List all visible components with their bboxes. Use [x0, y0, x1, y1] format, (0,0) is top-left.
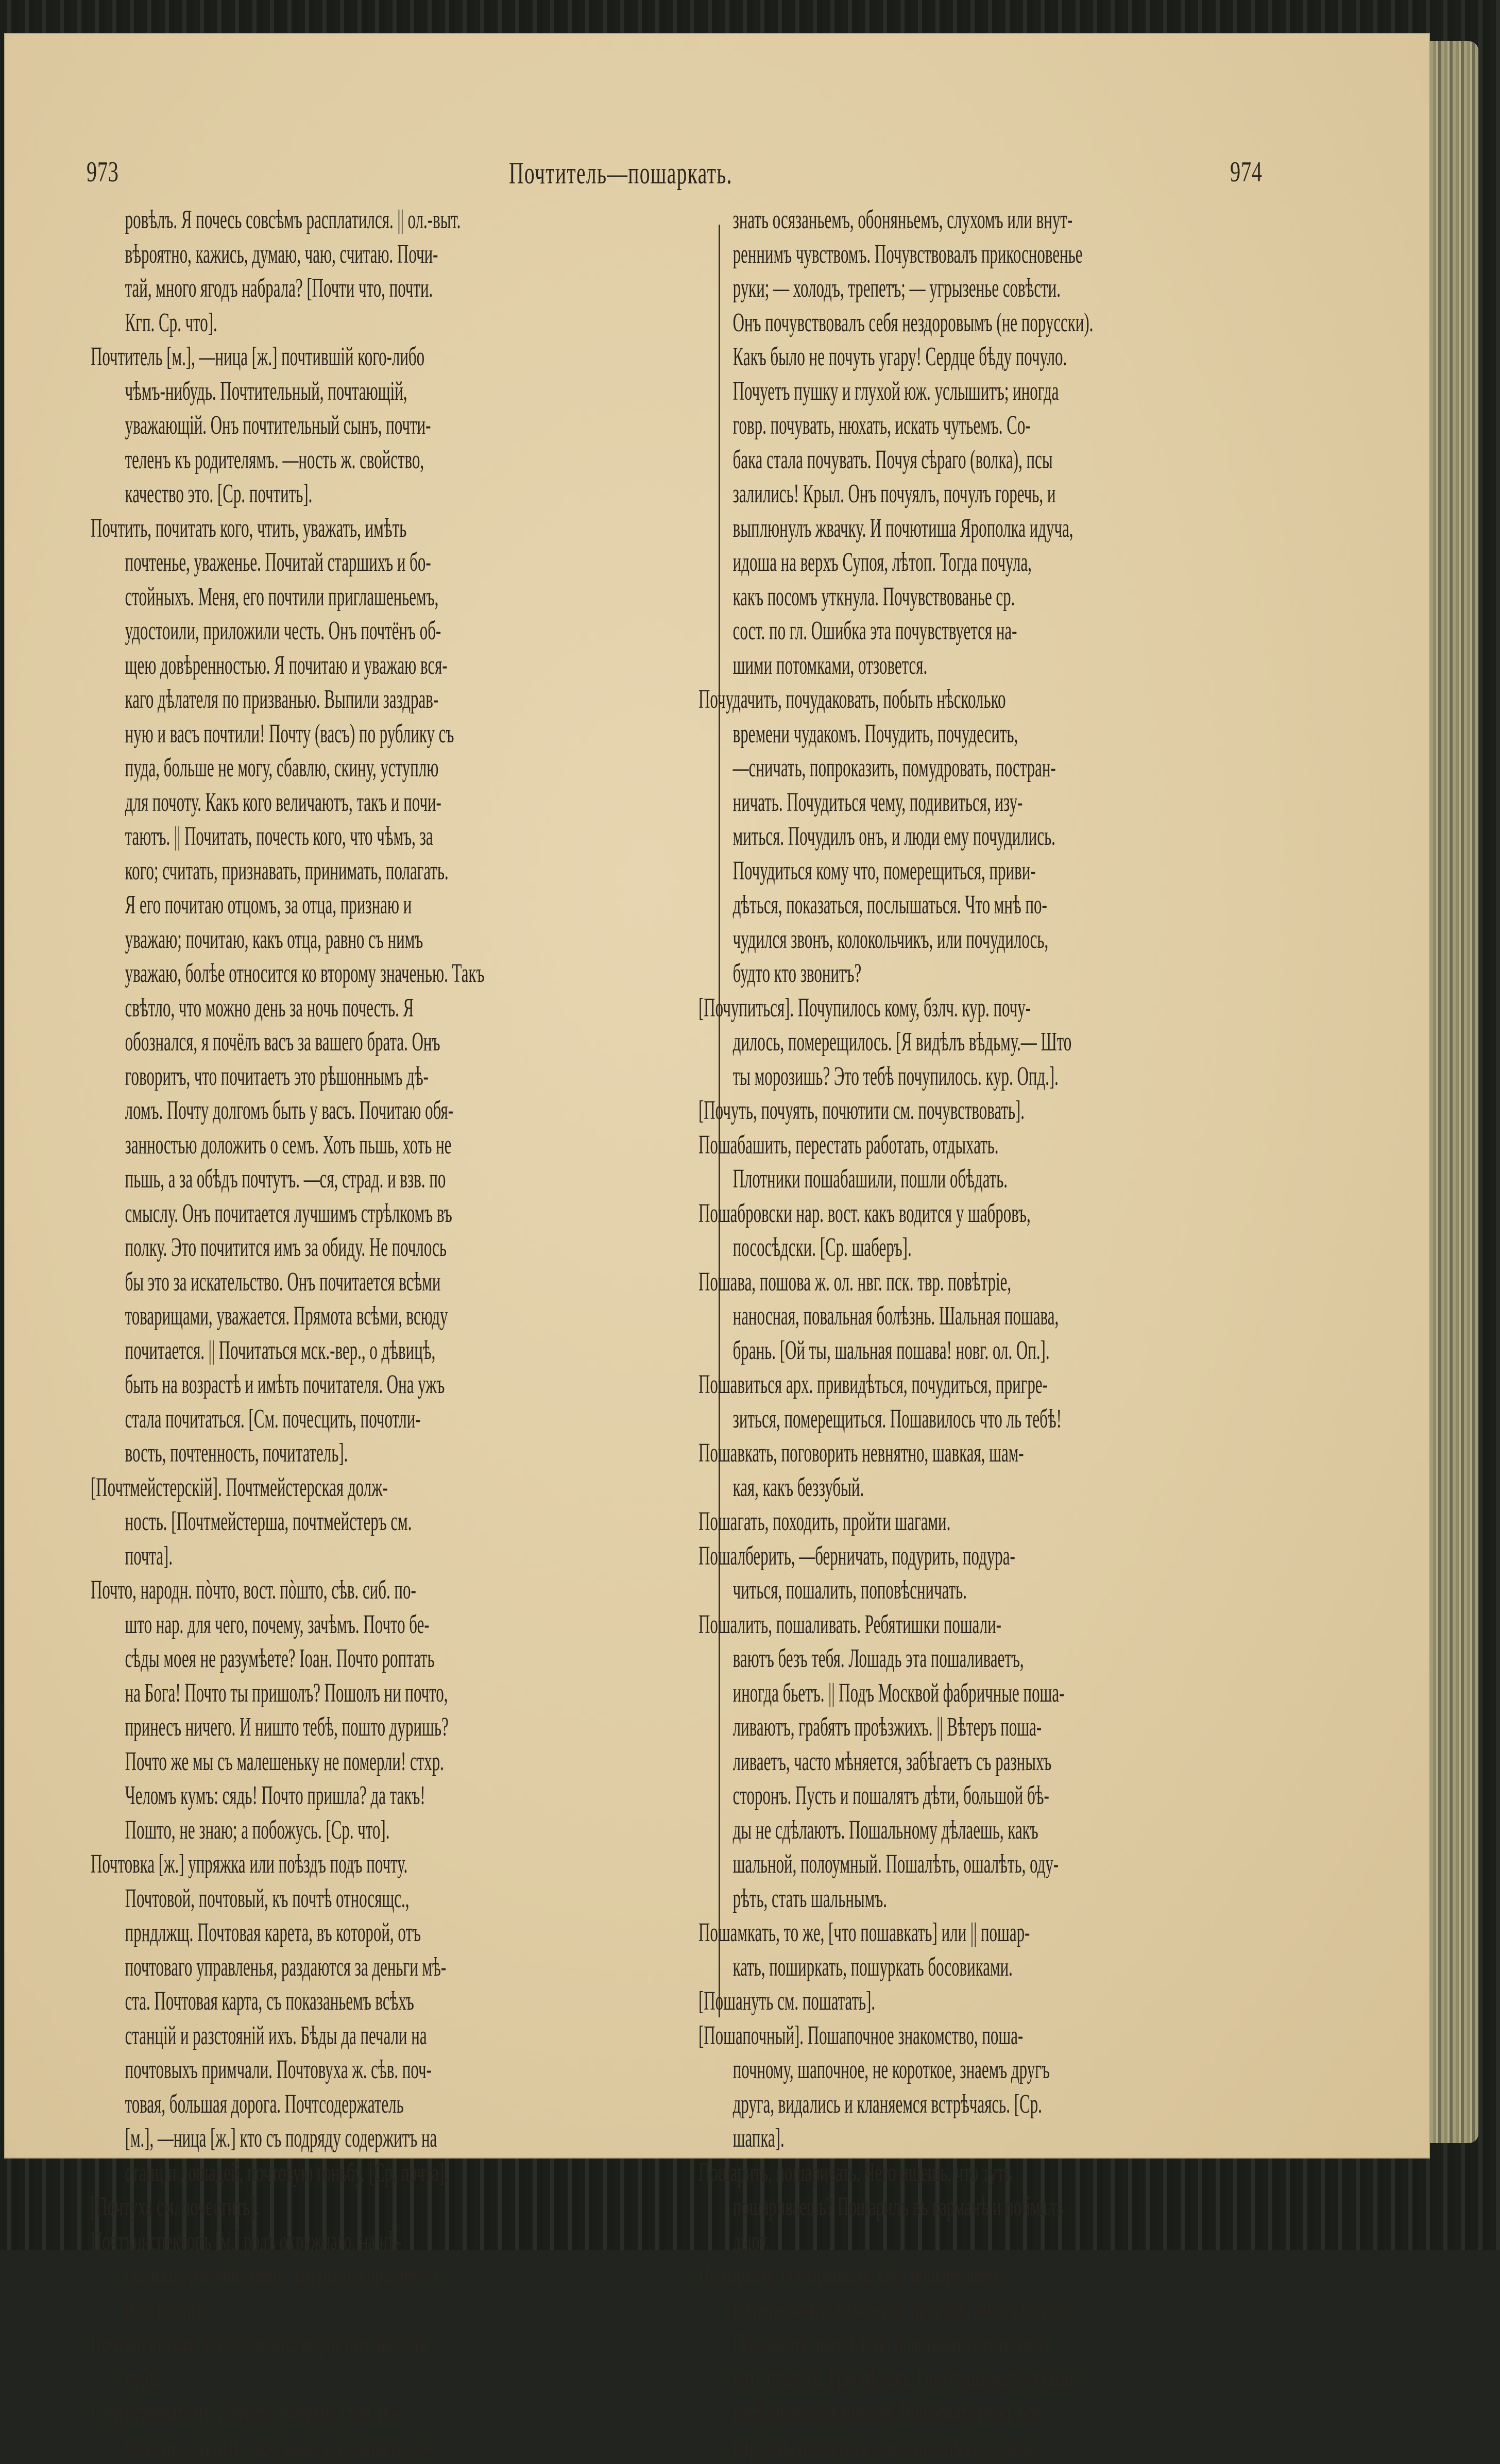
entry-headword-line: Почтить, почитать кого, чтить, уважать, имѣть — [91, 512, 465, 546]
entry-text-line: сторонъ. Пусть и пошалятъ дѣти, большой бѣ- — [698, 1779, 1079, 1813]
entry-text-line: сост. по гл. Ошибка эта почувствуется на- — [698, 614, 1079, 649]
entry-text-line: Какъ было не почуть угару! Сердце бѣду почуло. — [698, 340, 1079, 375]
entry-text-line: зиться, померещиться. Пошавилось что ль тебѣ! — [698, 1402, 1079, 1437]
entry-text-line: таютъ. || Почитать, почесть кого, что чѣмъ, за — [91, 820, 465, 854]
entry-text-line: што нар. для чего, почему, зачѣмъ. Почто бе- — [91, 1608, 465, 1642]
entry-text-line: уважаю, болѣе относится ко второму значенью. Такъ — [91, 957, 465, 991]
entry-text-line: по переднимъ, кланяется, проситъ, ищетъ чего-то. — [698, 2293, 1079, 2327]
entry-headword-line: Пошалберить, —берничать, подурить, подура- — [698, 1539, 1079, 1574]
entry-text-line: полку. Это почитится имъ за обиду. Не почлось — [91, 1231, 465, 1265]
entry-text-line: натѣ, прошолся шаркая. Пошаркать ножъ объ — [698, 2395, 1079, 2430]
entry-text-line: прндлжщ. Почтовая карета, въ которой, отъ — [91, 1916, 465, 1950]
entry-text-line: принесъ ничего. И ништо тебѣ, пошто дуришь? — [91, 1710, 465, 1745]
entry-headword-line: Почтитель [м.], —ница [ж.] почтившій кого-либо — [91, 340, 465, 375]
entry-headword-line: Пошарить, пошаривать. Чего ищешь, что тутъ — [698, 2156, 1079, 2190]
entry-text-line: быть на возрастѣ и имѣть почитателя. Она ужъ — [91, 1368, 465, 1402]
entry-text-line: почтенье, уваженье. Почитай старшихъ и бо- — [91, 546, 465, 580]
entry-text-line: кать, поширкать, пошуркать босовиками. — [698, 1950, 1079, 1985]
right-column — [698, 203, 1337, 2464]
entry-text-line: стойныхъ. Меня, его почтили приглашеньемъ, — [91, 580, 465, 615]
entry-headword-line: [Пошануть см. пошатать]. — [698, 1984, 1079, 2019]
entry-text-line: Плотники пошабашили, пошли обѣдать. — [698, 1162, 1079, 1197]
entry-text-line: Пошаркать, пообѣдать, подставить стулъ, под- — [698, 2327, 1079, 2361]
entry-text-line: свѣтло, что можно день за ночь почесть. Я — [91, 991, 465, 1026]
entry-text-line: тай, много ягодъ набрала? [Почти что, почти. — [91, 271, 465, 306]
entry-text-line: бы это за искательство. Онъ почитается всѣми — [91, 1265, 465, 1300]
entry-text-line: Челомъ кумъ: сядь! Почто пришла? да такъ! — [91, 1779, 465, 1813]
entry-text-line: Почтовой, почтовый, къ почтѣ относящс., — [91, 1882, 465, 1916]
entry-text-line: руки; — холодъ, трепетъ; — угрызенье совѣсти. — [698, 271, 1079, 306]
entry-text-line: иногда бьетъ. || Подъ Москвой фабричные поша- — [698, 1676, 1079, 1711]
entry-text-line: занностью доложить о семъ. Хоть пьшь, хоть не — [91, 1128, 465, 1163]
entry-text-line: теленъ къ родителямъ. —ность ж. свойство, — [91, 443, 465, 478]
entry-headword-line: Пошалить, пошаливать. Ребятишки пошали- — [698, 1608, 1079, 1642]
entry-text-line: посоcѣдски. [Ср. шаберъ]. — [698, 1231, 1079, 1265]
entry-text-line: ды не сдѣлаютъ. Пошальному дѣлаешь, какъ — [698, 1813, 1079, 1848]
entry-text-line: качество это. [Ср. почтить]. — [91, 477, 465, 512]
entry-text-line: говр. почувать, нюхать, искать чутьемъ. Со- — [698, 409, 1079, 443]
entry-text-line: друга, видались и кланяемся встрѣчаясь. [Ср. — [698, 2087, 1079, 2122]
entry-text-line: ничать. Почудиться чему, подивиться, изу- — [698, 786, 1079, 820]
entry-text-line: времени чудакомъ. Почудить, почудесить, — [698, 717, 1079, 752]
entry-text-line: на Бога! Почто ты пришолъ? Пошолъ ни почто, — [91, 1676, 465, 1711]
entry-text-line: ты морозишь? Это тебѣ почупилось. кур. Опд.]. — [698, 1060, 1079, 1094]
page-edges — [1422, 41, 1478, 2143]
entry-text-line: ваютъ безъ тебя. Лошадь эта пошаливаетъ, — [698, 1642, 1079, 1676]
entry-text-line: Я его почитаю отцомъ, за отца, признаю и — [91, 888, 465, 923]
entry-text-line: стала почитаться. [См. почесцить, почотли- — [91, 1402, 465, 1437]
entry-text-line: [м.], —ница [ж.] кто съ подряду содержитъ на — [91, 2121, 465, 2156]
entry-text-line: миться. Почудилъ онъ, и люди ему почудились. — [698, 820, 1079, 854]
entry-text-line: чубъ. — [91, 2361, 465, 2396]
entry-text-line: бака стала почувать. Почуя сѣраго (волка), псы — [698, 443, 1079, 478]
page-number-right: 974 — [1230, 156, 1263, 189]
entry-headword-line: Пошагать, походить, пройти шагами. — [698, 1505, 1079, 1539]
entry-text-line: реннимъ чувствомъ. Почувствовалъ прикосновенье — [698, 237, 1079, 272]
entry-headword-line: Пошавкать, поговорить невнятно, шавкая, шам- — [698, 1436, 1079, 1471]
entry-text-line: удостоили, приложили честь. Онъ почтёнъ об- — [91, 614, 465, 649]
entry-text-line: брань. [Ой ты, шальная пошава! новг. ол. Оп.]. — [698, 1334, 1079, 1368]
entry-text-line: будто кто звонитъ? — [698, 957, 1079, 991]
entry-headword-line: Пошабашить, перестать работать, отдыхать. — [698, 1128, 1079, 1163]
entry-text-line: почтовыхъ примчали. Почтовуха ж. сѣв. поч- — [91, 2053, 465, 2087]
entry-text-line: дыру. — [698, 2224, 1079, 2259]
entry-text-line: кая, какъ беззубый. — [698, 1471, 1079, 1505]
entry-headword-line: [Почупиться]. Почупилось кому, бзлч. кур. почу- — [698, 991, 1079, 1026]
entry-text-line: почному, шапочное, не короткое, знаемъ другъ — [698, 2053, 1079, 2087]
entry-text-line: чудился звонъ, колокольчикъ, или почудилось, — [698, 923, 1079, 957]
entry-text-line: дилось, померещилось. [Я видѣлъ вѣдьму.— Што — [698, 1025, 1079, 1060]
entry-text-line: уважающій. Онъ почтительный сынъ, почти- — [91, 409, 465, 443]
entry-text-line: обознался, я почёлъ васъ за вашего брата. Онъ — [91, 1025, 465, 1060]
entry-text-line: каго дѣлателя по призванью. Выпили заздрав- — [91, 683, 465, 717]
entry-text-line: пьшь, а за обѣдъ почтутъ. —ся, страд. и взв. по — [91, 1162, 465, 1197]
entry-headword-line: [Почтуха см. почестить]. — [91, 2190, 465, 2224]
entry-text-line: для почоту. Какъ кого величаютъ, такъ и почи- — [91, 786, 465, 820]
entry-text-line: шими потомками, отзовется. — [698, 649, 1079, 683]
entry-text-line: ливаютъ, грабятъ проѣзжихъ. || Вѣтеръ поша- — [698, 1710, 1079, 1745]
entry-text-line: сѣды моея не разумѣете? Іоан. Почто роптать — [91, 1642, 465, 1676]
entry-text-line: щею довѣренностью. Я почитаю и уважаю вся- — [91, 649, 465, 683]
entry-text-line: какъ посомъ уткнула. Почувствованье ср. — [698, 580, 1079, 615]
entry-text-line: товая, большая дорога. Почтсодержатель — [91, 2087, 465, 2122]
entry-headword-line: Почубатѣть юж. похохлютѣть, выростить на себѣ — [91, 2327, 465, 2361]
entry-headword-line: Почувствовать что, почуть, почуять, стар. по- — [91, 2395, 465, 2430]
entry-headword-line: Пошава, пошова ж. ол. нвг. пск. твр. повѣтріе, — [698, 1265, 1079, 1300]
dictionary-page — [4, 33, 1430, 2159]
entry-text-line: смыслу. Онъ почитается лучшимъ стрѣлкомъ въ — [91, 1197, 465, 1231]
entry-text-line: ровѣлъ. Я почесь совсѣмъ расплатился. || ол.-выт. — [91, 203, 465, 237]
entry-text-line: почитается. || Почитаться мск.-вер., о дѣвицѣ, — [91, 1334, 465, 1368]
entry-text-line: нять платокъ, Грибоѣдовъ. Онъ пошаркалъ по ком- — [698, 2361, 1079, 2396]
entry-text-line: выплюнулъ жвачку. И почютиша Ярополка идуча, — [698, 512, 1079, 546]
entry-text-line: Почуетъ пушку и глухой юж. услышитъ; иногда — [698, 375, 1079, 409]
entry-text-line: пошариваешь? Пошарилъ въ карманѣ и поймалъ — [698, 2190, 1079, 2224]
entry-headword-line: Пошамкать, то же, [что пошавкать] или || пошар- — [698, 1916, 1079, 1950]
entry-text-line: кого; считать, признавать, принимать, полагать. — [91, 854, 465, 889]
entry-text-line: Кгп. Ср. что]. — [91, 306, 465, 341]
entry-text-line: шапка]. — [698, 2121, 1079, 2156]
entry-headword-line: Пошавиться арх. привидѣться, почудиться, пригре- — [698, 1368, 1079, 1402]
entry-text-line: Почто же мы съ малешеньку не померли! стхр. — [91, 1745, 465, 1779]
page-header — [4, 156, 1430, 197]
entry-headword-line: Почтъинспекторъ [м.] родъ окружнаго, на нѣ- — [91, 2224, 465, 2259]
entry-text-line: уважаю; почитаю, какъ отца, равно съ нимъ — [91, 923, 465, 957]
entry-text-line: ломъ. Почту долгомъ быть у васъ. Почитаю обя- — [91, 1094, 465, 1128]
entry-text-line: Онъ почувствовалъ себя нездоровымъ (не порусски). — [698, 306, 1079, 341]
entry-text-line: шальной, полоумный. Пошалѣть, ошалѣть, оду- — [698, 1847, 1079, 1882]
entry-text-line: дѣться, показаться, послышаться. Что мнѣ по- — [698, 888, 1079, 923]
entry-text-line: товарищами, уважается. Прямота всѣми, всюду — [91, 1299, 465, 1334]
entry-headword-line: [Пошапочный]. Пошапочное знакомство, поша- — [698, 2019, 1079, 2053]
entry-text-line: станцій и разстояній ихъ. Бѣды да печали на — [91, 2019, 465, 2053]
entry-text-line: сколько губерній; званіе это нынѣ упразднено. — [91, 2258, 465, 2293]
entry-text-line: кирпичъ, почистить или поточить его; пошар- — [698, 2430, 1079, 2464]
entry-text-line: наносная, повальная болѣзнь. Шальная пошава, — [698, 1299, 1079, 1334]
entry-headword-line: Почто, народн. пòчто, вост. пòшто, сѣв. сиб. по- — [91, 1573, 465, 1608]
entry-text-line: ливаетъ, часто мѣняется, забѣгаетъ съ разныхъ — [698, 1745, 1079, 1779]
entry-text-line: [Ср. почта]. — [91, 2293, 465, 2327]
entry-text-line: рѣть, стать шальнымъ. — [698, 1882, 1079, 1916]
entry-text-line: почта]. — [91, 1539, 465, 1574]
entry-text-line: —сничать, попроказить, помудровать, постран- — [698, 751, 1079, 786]
entry-headword-line: Пошаркать, пошаркивать. Онъ пошаркиваетъ — [698, 2258, 1079, 2293]
entry-headword-line: Пошабровски нар. вост. какъ водится у шабровъ, — [698, 1197, 1079, 1231]
entry-text-line: идоша на верхъ Супоя, лѣтоп. Тогда почула, — [698, 546, 1079, 580]
entry-headword-line: Почтовка [ж.] упряжка или поѣздъ подъ почту. — [91, 1847, 465, 1882]
entry-text-line: читься, пошалить, поповѣсничать. — [698, 1573, 1079, 1608]
entry-headword-line: [Почтмейстерскій]. Почтмейстерская долж- — [91, 1471, 465, 1505]
entry-text-line: залились! Крыл. Онъ почуялъ, почулъ горечь, и — [698, 477, 1079, 512]
entry-text-line: ность. [Почтмейстерша, почтмейстеръ см. — [91, 1505, 465, 1539]
entry-text-line: чѣмъ-нибудь. Почтительный, почтающій, — [91, 375, 465, 409]
page-number-left: 973 — [87, 156, 119, 189]
entry-text-line: ста. Почтовая карта, съ показаньемъ всѣхъ — [91, 1984, 465, 2019]
entry-text-line: говоритъ, что почитаетъ это рѣшоннымъ дѣ- — [91, 1060, 465, 1094]
entry-text-line: пуда, больше не могу, сбавлю, скину, уступлю — [91, 751, 465, 786]
left-column — [91, 203, 719, 2464]
entry-text-line: вѣроятно, кажись, думаю, чаю, считаю. Почи- — [91, 237, 465, 272]
running-title: Почтитель—пошаркать. — [509, 156, 732, 191]
entry-text-line: станціи лошадей, почтовую гоньбу. [Ср. почта]. — [91, 2156, 465, 2190]
entry-text-line: чютити, ощутить, пюслышать, услышать, по- — [91, 2430, 465, 2464]
entry-headword-line: [Почуть, почуять, почютити см. почувствовать]. — [698, 1094, 1079, 1128]
entry-text-line: Пошто, не знаю; а побожусь. [Ср. что]. — [91, 1813, 465, 1848]
entry-text-line: ную и васъ почтили! Почту (васъ) по рублику съ — [91, 717, 465, 752]
entry-headword-line: Почудачить, почудаковать, побыть нѣсколько — [698, 683, 1079, 717]
entry-text-line: почтоваго управленья, раздаются за деньги мѣ- — [91, 1950, 465, 1985]
entry-text-line: Почудиться кому что, померещиться, приви- — [698, 854, 1079, 889]
entry-text-line: знать осязаньемъ, обоняньемъ, слухомъ или внут- — [698, 203, 1079, 237]
entry-text-line: вость, почтенность, почитатель]. — [91, 1436, 465, 1471]
